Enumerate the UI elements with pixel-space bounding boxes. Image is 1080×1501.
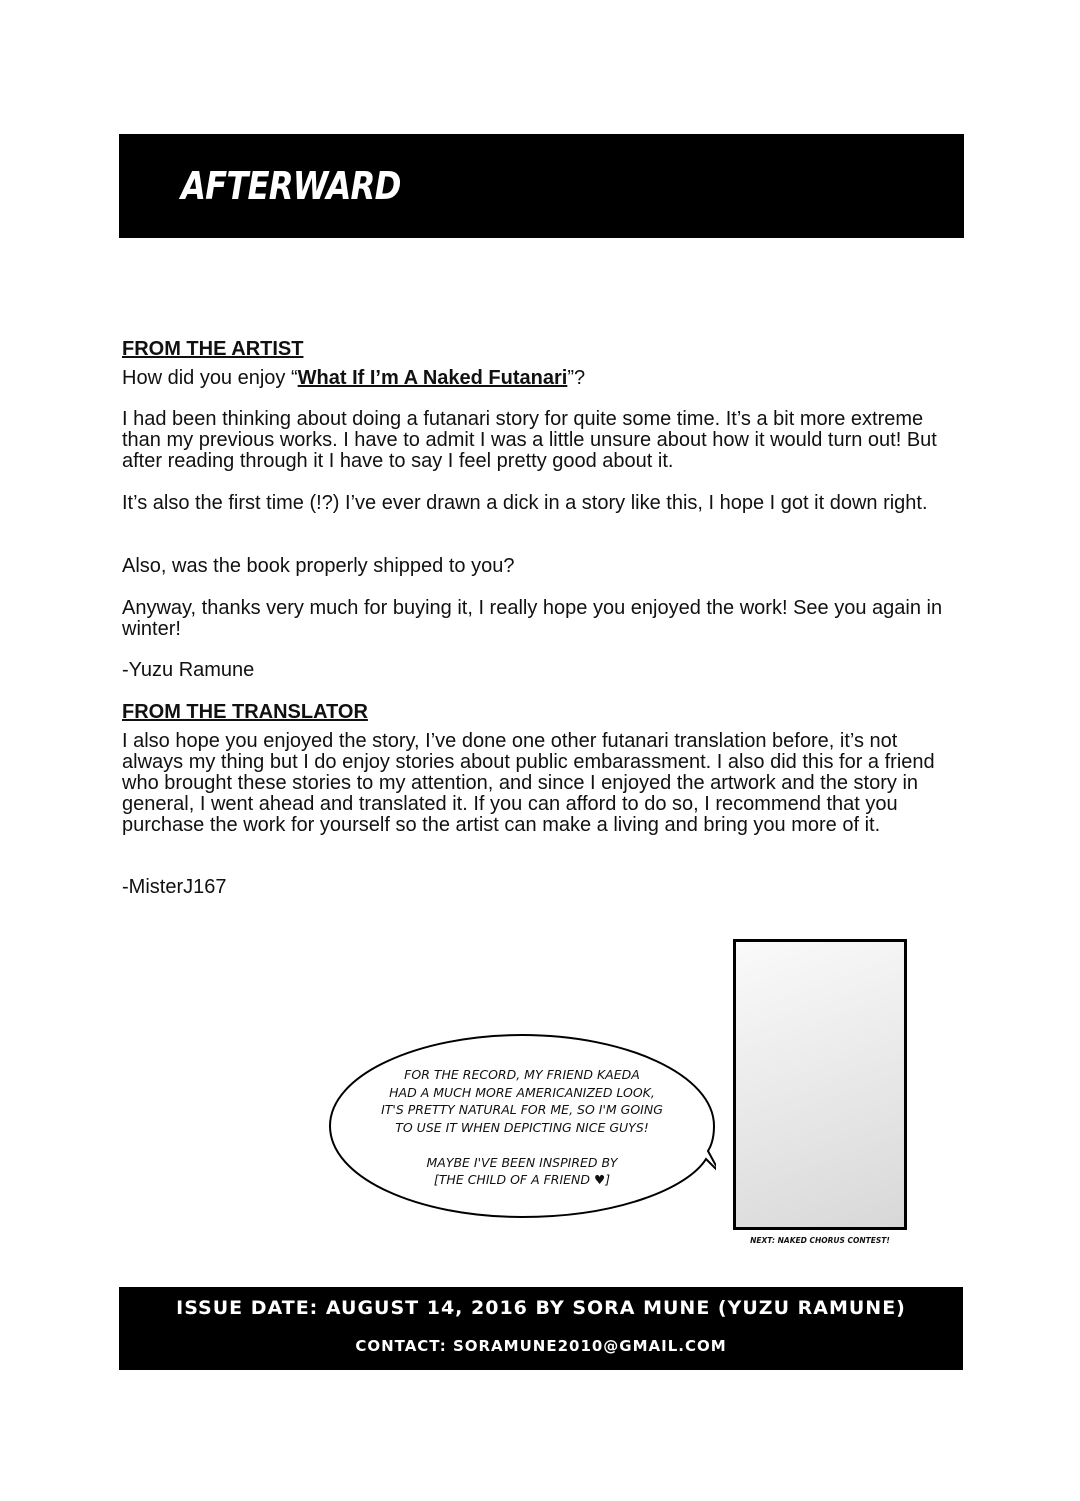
footer-banner [119,1287,963,1370]
next-caption: NEXT: NAKED CHORUS CONTEST! [750,1236,890,1245]
issue-date: ISSUE DATE: AUGUST 14, 2016 BY SORA MUNE (YUZU RAMUNE) [176,1297,906,1319]
translator-heading: FROM THE TRANSLATOR [122,701,368,723]
translator-signature: -MisterJ167 [122,876,227,898]
book-title: What If I’m A Naked Futanari [297,367,568,389]
artist-paragraph: Anyway, thanks very much for buying it, I really hope you enjoyed the work! See you again in winter! [122,597,943,640]
page-title: AFTERWARD [181,164,401,208]
illustration-panel [733,939,907,1230]
artist-intro: How did you enjoy “What If I’m A Naked Futanari”? [122,367,586,389]
translator-paragraph: I also hope you enjoyed the story, I’ve done one other futanari translation before, it’s not always my thing but I do enjoy stories about public embarassment. I also did this for a friend who brought these stories to my attention, and since I enjoyed the artwork and the story in general, I went ahead and translated it. If you can afford to do so, I recommend that you purchase the work for yourself so the artist can make a living and bring you more of it. [122,730,935,836]
artist-heading: FROM THE ARTIST [122,338,304,360]
afterward-header [119,134,964,238]
contact-email: CONTACT: SORAMUNE2010@GMAIL.COM [355,1337,727,1355]
speech-bubble-text: FOR THE RECORD, MY FRIEND KAEDA HAD A MUCH MORE AMERICANIZED LOOK, IT'S PRETTY NATURAL FOR ME, SO I'M GOING TO USE IT WHEN DEPICTING NICE GUYS! MAYBE I'VE BEEN INSPIRED BY [THE CHILD OF A FRIEND ♥] [381,1067,663,1187]
artist-paragraph: Also, was the book properly shipped to you? [122,555,515,577]
artist-paragraph: I had been thinking about doing a futanari story for quite some time. It’s a bit more extreme than my previous works. I have to admit I was a little unsure about how it would turn out! But after reading through it I have to say I feel pretty good about it. [122,408,937,472]
artist-paragraph: It’s also the first time (!?) I’ve ever drawn a dick in a story like this, I hope I got it down right. [122,492,928,514]
artist-signature: -Yuzu Ramune [122,659,255,681]
